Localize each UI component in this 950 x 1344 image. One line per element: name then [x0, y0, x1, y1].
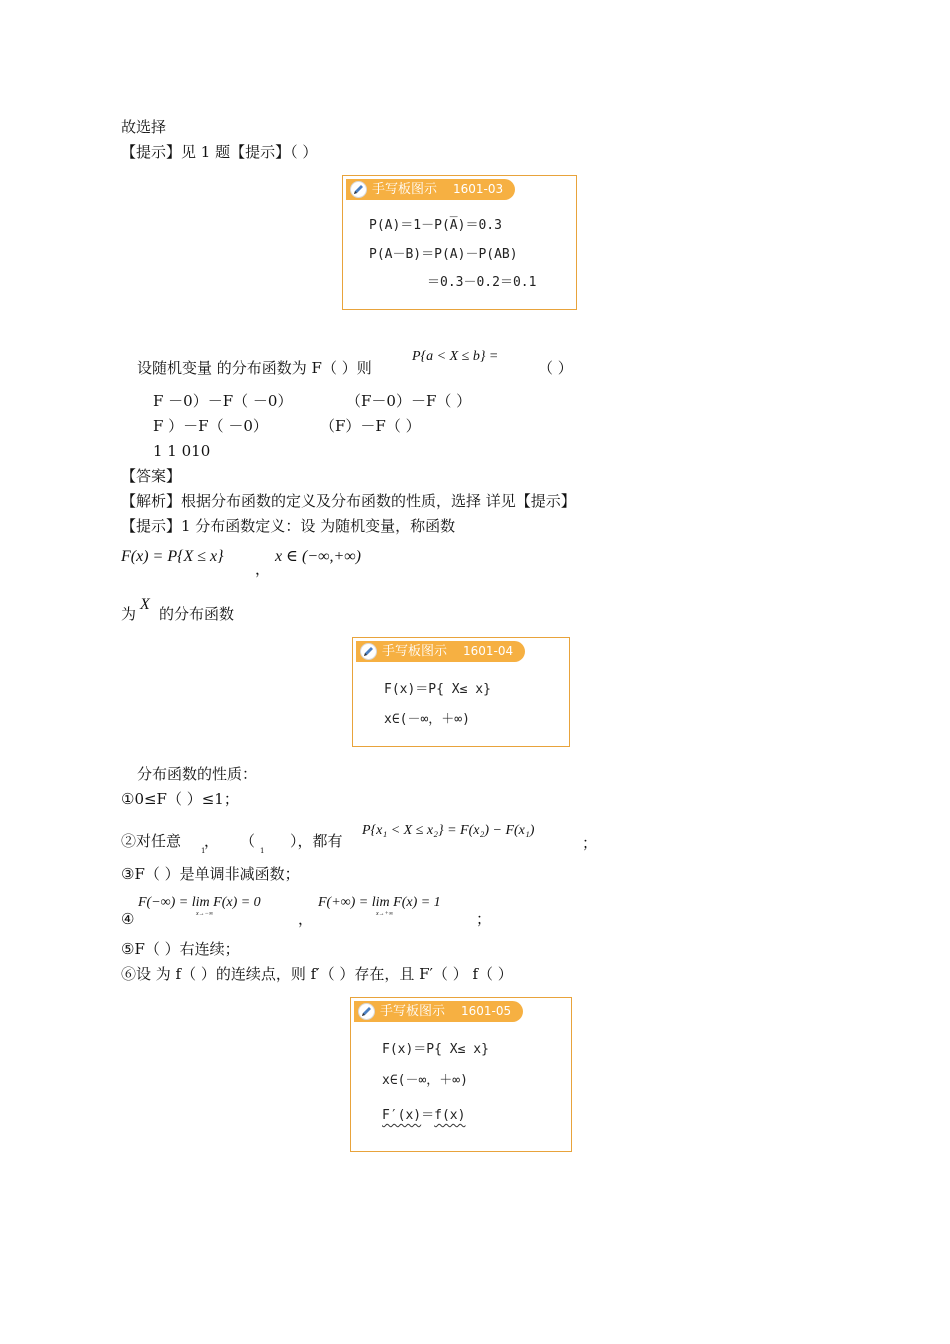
property-3: ③F（ ）是单调非减函数； [121, 865, 300, 883]
board-title: 手写板图示 [382, 644, 448, 659]
board-code: 1601-04 [463, 644, 514, 658]
question-bracket: （ ） [538, 359, 573, 377]
property-2-prefix: ②对任意 [121, 832, 182, 850]
formula-property-2: P{x₁ < X ≤ x₂} = F(x₂) − F(x₁) [362, 823, 535, 838]
pen-icon [358, 1003, 375, 1020]
limit-sub-left: x→−∞ [196, 911, 213, 917]
board-line: x∈(－∞，＋∞) [384, 712, 470, 727]
definition-comma: ， [255, 560, 271, 578]
formula-prob-ab: P{a < X ≤ b} = [412, 349, 499, 364]
option-d: （F）－F（ ） [320, 417, 421, 435]
board-line: f(x) [434, 1108, 466, 1123]
board-header [346, 179, 515, 200]
board-code: 1601-05 [461, 1004, 512, 1018]
for-x-suffix: 的分布函数 [159, 605, 235, 623]
formula-definition-range: x ∈ (−∞,+∞) [275, 548, 362, 565]
formula-property-4-right: F(+∞) = lim F(x) = 1 [318, 895, 441, 910]
board-line: ＝ [421, 1108, 435, 1123]
board-title: 手写板图示 [380, 1004, 446, 1019]
hint-text: 【提示】1 分布函数定义：设 为随机变量，称函数 [121, 517, 456, 535]
board-line: P(A)＝1－P(A̅)＝0.3 [369, 218, 502, 233]
board-line: F(x)＝P{ X≤ x} [382, 1042, 489, 1057]
board-header [354, 1001, 523, 1022]
property-6: ⑥设 为 f（ ）的连续点，则 f′（ ）存在，且 F′（ ） f（ ） [121, 965, 513, 983]
board-line: P(A－B)＝P(A)－P(AB) [369, 247, 518, 262]
properties-title: 分布函数的性质： [137, 765, 258, 783]
handwriting-board-1601-04 [352, 637, 570, 747]
board-line: x∈(－∞，＋∞) [382, 1073, 468, 1088]
property-2-paren: （ [240, 832, 256, 850]
board-line: F′(x) [382, 1108, 422, 1123]
option-b: （F－0）－F（ ） [346, 392, 472, 410]
property-2-sub: 1 [201, 847, 206, 855]
analysis-text: 【解析】根据分布函数的定义及分布函数的性质，选择 详见【提示】 [121, 492, 576, 510]
property-5: ⑤F（ ）右连续； [121, 940, 240, 958]
limit-sub-right: x→+∞ [376, 911, 393, 917]
text-line-choose: 故选择 [121, 118, 167, 136]
property-2-end: ； [582, 834, 598, 852]
board-line-derivative [382, 1109, 465, 1122]
property-4-end: ； [476, 910, 492, 928]
option-extra: 1 1 010 [153, 442, 211, 460]
variable-X: X [140, 596, 150, 613]
board-header [356, 641, 525, 662]
handwriting-board-1601-05 [350, 997, 572, 1152]
formula-property-4-left: F(−∞) = lim F(x) = 0 [138, 895, 261, 910]
handwriting-board-1601-03 [342, 175, 577, 310]
text-line-hint-ref: 【提示】见 1 题【提示】（ ） [121, 143, 318, 161]
property-2-have: ），都有 [290, 832, 343, 850]
answer-label: 【答案】 [121, 467, 182, 485]
property-2-sub: 1 [260, 847, 265, 855]
pen-icon [360, 643, 377, 660]
for-x-prefix: 为 [121, 605, 137, 623]
board-line: ＝0.3－0.2＝0.1 [427, 275, 537, 290]
option-c: F ）－F（ －0） [153, 417, 268, 435]
board-title: 手写板图示 [372, 182, 438, 197]
option-a: F －0）－F（ －0） [153, 392, 293, 410]
property-4-marker: ④ [121, 910, 135, 928]
board-line: F(x)＝P{ X≤ x} [384, 682, 491, 697]
property-1: ①0≤F（ ）≤1； [121, 790, 239, 808]
property-4-comma: ， [298, 910, 314, 928]
property-2-comma: ， [204, 832, 220, 850]
pen-icon [350, 181, 367, 198]
board-code: 1601-03 [453, 182, 504, 196]
formula-definition-F: F(x) = P{X ≤ x} [121, 548, 224, 565]
question-text: 设随机变量 的分布函数为 F（ ）则 [137, 359, 372, 377]
